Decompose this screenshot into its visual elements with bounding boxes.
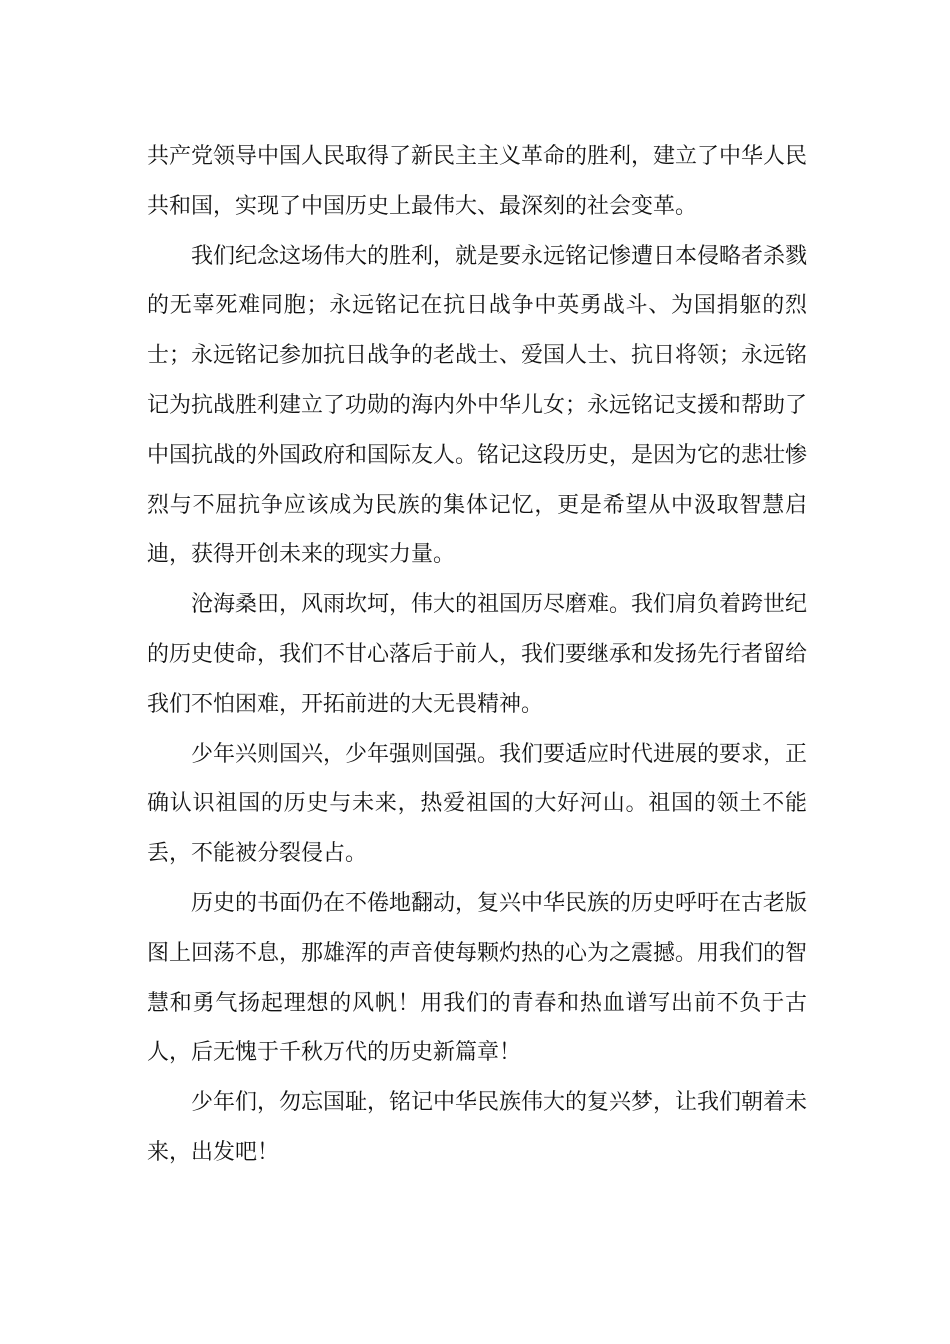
paragraph-youth: 少年兴则国兴，少年强则国强。我们要适应时代进展的要求，正确认识祖国的历史与未来，热爱祖国的大好河山。祖国的领土不能丢，不能被分裂侵占。 — [147, 741, 808, 867]
paragraph-mission: 沧海桑田，风雨坎坷，伟大的祖国历尽磨难。我们肩负着跨世纪的历史使命，我们不甘心落后于前人，我们要继承和发扬先行者留给我们不怕困难，开拓前进的大无畏精神。 — [147, 592, 808, 717]
document-body — [147, 132, 807, 1178]
paragraph-closing: 少年们，勿忘国耻，铭记中华民族伟大的复兴梦，让我们朝着未来，出发吧！ — [147, 1090, 808, 1165]
paragraph-remembrance: 我们纪念这场伟大的胜利，就是要永远铭记惨遭日本侵略者杀戮的无辜死难同胞；永远铭记在抗日战争中英勇战斗、为国捐躯的烈士；永远铭记参加抗日战争的老战士、爱国人士、抗日将领；永远铭记为抗战胜利建立了功勋的海内外中华儿女；永远铭记支援和帮助了中国抗战的外国政府和国际友人。铭记这段历史，是因为它的悲壮惨烈与不屈抗争应该成为民族的集体记忆，更是希望从中汲取智慧启迪，获得开创未来的现实力量。 — [147, 243, 808, 568]
paragraph-history: 历史的书面仍在不倦地翻动，复兴中华民族的历史呼吁在古老版图上回荡不息，那雄浑的声音使每颗灼热的心为之震撼。用我们的智慧和勇气扬起理想的风帆！用我们的青春和热血谱写出前不负于古人，后无愧于千秋万代的历史新篇章！ — [147, 890, 808, 1066]
paragraph-continued: 共产党领导中国人民取得了新民主主义革命的胜利，建立了中华人民共和国，实现了中国历史上最伟大、最深刻的社会变革。 — [147, 144, 808, 219]
